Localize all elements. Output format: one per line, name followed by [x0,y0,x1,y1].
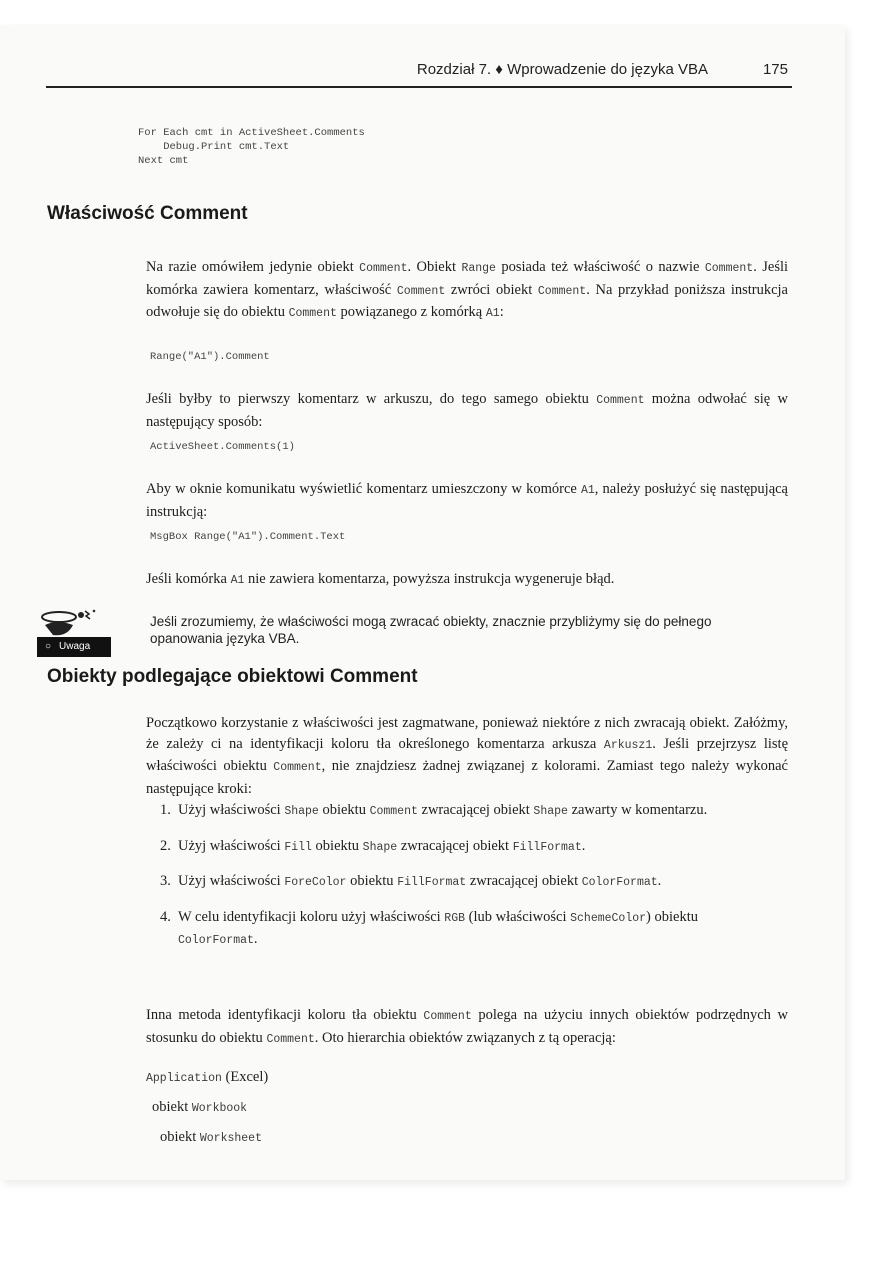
code-line: Next cmt [138,155,189,167]
section-heading: Obiekty podlegające obiektowi Comment [47,666,418,687]
section-heading: Właściwość Comment [47,203,248,224]
paragraph: Aby w oknie komunikatu wyświetlić komentarz umieszczony w komórce A1, należy posłużyć się następującą instrukcją: [146,481,788,520]
list-item: 4. W celu identyfikacji koloru użyj właściwości RGB (lub właściwości SchemeColor) obiektu ColorFormat. [160,908,698,947]
header-rule [46,86,792,88]
code-block-loop [138,126,365,168]
note-mark-icon: ○ [45,641,52,652]
code-example: MsgBox Range("A1").Comment.Text [150,531,346,543]
chapter-title: Rozdział 7. ♦ Wprowadzenie do języka VBA [416,61,708,78]
list-item: 1. Użyj właściwości Shape obiektu Comment zwracającej obiekt Shape zawarty w komentarzu. [160,802,708,818]
code-example: Range("A1").Comment [150,351,270,363]
hierarchy-line: Application (Excel) [146,1069,269,1085]
list-item: 3. Użyj właściwości ForeColor obiektu FillFormat zwracającej obiekt ColorFormat. [160,873,662,889]
book-page [0,25,845,1180]
steps-list [160,800,780,952]
note-text: Jeśli zrozumiemy, że właściwości mogą zwracać obiekty, znacznie przybliżymy się do pełnego opanowania języka VBA. [150,614,712,646]
paragraph: Początkowo korzystanie z właściwości jest zagmatwane, ponieważ niektóre z nich zwracają obiekt. Załóżmy, że zależy ci na identyfikacji koloru tła określonego komentarza arkusza Arkusz1. Jeśli przejrzysz listę właściwości obiektu Comment, nie znajdziesz żadnej związanej z kolorami. Zamiast tego należy wykonać następujące kroki: [146,715,789,797]
paragraph: Jeśli komórka A1 nie zawiera komentarza, powyższa instrukcja wygeneruje błąd. [146,571,615,587]
sketch-icon [37,607,111,639]
hierarchy-line: obiekt Workbook [152,1099,248,1115]
page-number: 175 [762,61,788,78]
list-item: 2. Użyj właściwości Fill obiektu Shape zwracającej obiekt FillFormat. [160,837,586,854]
code-line: For Each cmt in ActiveSheet.Comments [138,127,365,139]
note-badge: ○ Uwaga [37,637,111,657]
hierarchy-line: obiekt Worksheet [160,1129,262,1145]
code-line: Debug.Print cmt.Text [138,141,290,153]
code-example: ActiveSheet.Comments(1) [150,441,295,453]
paragraph: Jeśli byłby to pierwszy komentarz w arkuszu, do tego samego obiektu Comment można odwołać się w następujący sposób: [146,391,789,430]
paragraph: Inna metoda identyfikacji koloru tła obiektu Comment polega na użyciu innych obiektów podrzędnych w stosunku do obiektu Comment. Oto hierarchia obiektów związanych z tą operacją: [146,1007,788,1046]
running-header [0,61,790,81]
paragraph: Na razie omówiłem jedynie obiekt Comment. Obiekt Range posiada też właściwość o nazwie Comment. Jeśli komórka zawiera komentarz, właściwość Comment zwróci obiekt Comment. Na przykład poniższa instrukcja odwołuje się do obiektu Comment powiązanego z komórką A1: [146,259,789,320]
note-icon [37,607,111,659]
